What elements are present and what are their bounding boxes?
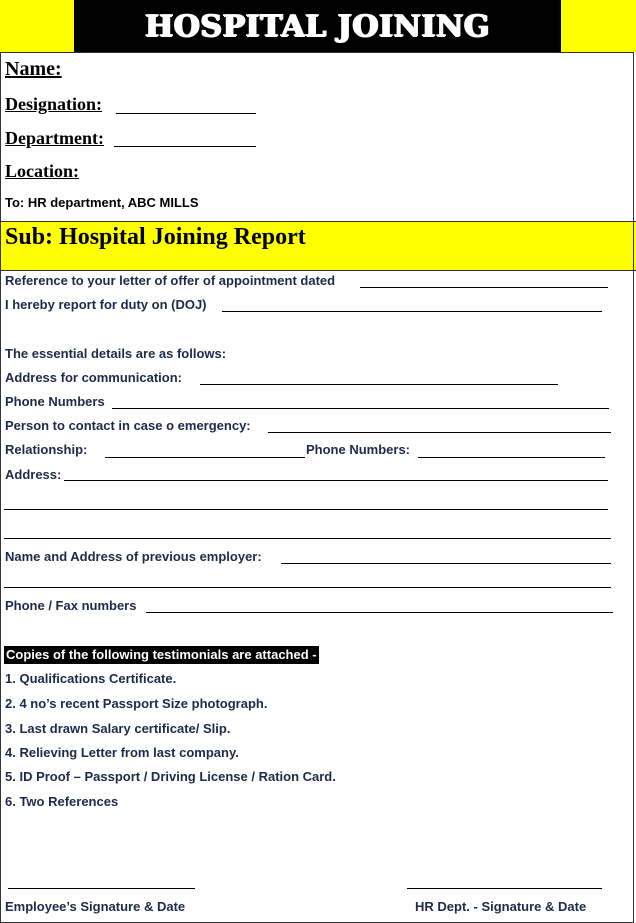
- department-line: [114, 146, 256, 147]
- reference-line: [360, 287, 608, 288]
- doj-text: I hereby report for duty on (DOJ): [5, 297, 207, 312]
- prev-employer-line: [281, 563, 611, 564]
- testimonials-heading: Copies of the following testimonials are attached -: [6, 647, 317, 662]
- designation-label: Designation:: [5, 94, 103, 114]
- location-label: Location:: [5, 161, 79, 181]
- page-title: HOSPITAL JOINING REPORT: [74, 0, 561, 52]
- testimonial-item: 1. Qualifications Certificate.: [5, 671, 177, 686]
- emergency-line: [268, 432, 611, 433]
- phone-text: Phone Numbers: [5, 394, 105, 409]
- prev-employer-line-2: [4, 587, 611, 588]
- hr-signature-line: [407, 888, 602, 889]
- phone-line: [112, 408, 609, 409]
- essential-text: The essential details are as follows:: [5, 346, 227, 361]
- testimonial-item: 2. 4 no’s recent Passport Size photograph.: [5, 696, 268, 711]
- testimonial-item: 3. Last drawn Salary certificate/ Slip.: [5, 721, 231, 736]
- hr-signature-label: HR Dept. - Signature & Date: [415, 899, 587, 914]
- relationship-text: Relationship:: [5, 442, 88, 457]
- address-comm-line: [200, 384, 558, 385]
- phone2-text: Phone Numbers:: [306, 442, 411, 457]
- department-label: Department:: [5, 128, 104, 148]
- employee-signature-label: Employee’s Signature & Date: [5, 899, 186, 914]
- address-comm-text: Address for communication:: [5, 370, 182, 385]
- testimonial-item: 6. Two References: [5, 794, 119, 809]
- phone2-line: [418, 457, 605, 458]
- address-line-2: [4, 509, 608, 510]
- prev-employer-text: Name and Address of previous employer:: [5, 549, 262, 564]
- testimonial-item: 5. ID Proof – Passport / Driving License / Ration Card.: [5, 769, 336, 784]
- doj-line: [222, 311, 602, 312]
- relationship-line: [105, 457, 305, 458]
- address-text: Address:: [5, 467, 62, 482]
- subject-line: Sub: Hospital Joining Report: [5, 224, 306, 250]
- fax-line: [146, 612, 613, 613]
- designation-line: [116, 113, 256, 114]
- reference-text: Reference to your letter of offer of appointment dated: [5, 273, 336, 288]
- testimonial-item: 4. Relieving Letter from last company.: [5, 745, 239, 760]
- address-line-3: [4, 538, 611, 539]
- emergency-text: Person to contact in case o emergency:: [5, 418, 251, 433]
- employee-signature-line: [8, 888, 195, 889]
- to-line: To: HR department, ABC MILLS: [5, 195, 199, 210]
- address-line-1: [64, 480, 608, 481]
- fax-text: Phone / Fax numbers: [5, 598, 137, 613]
- name-label: Name:: [5, 58, 62, 80]
